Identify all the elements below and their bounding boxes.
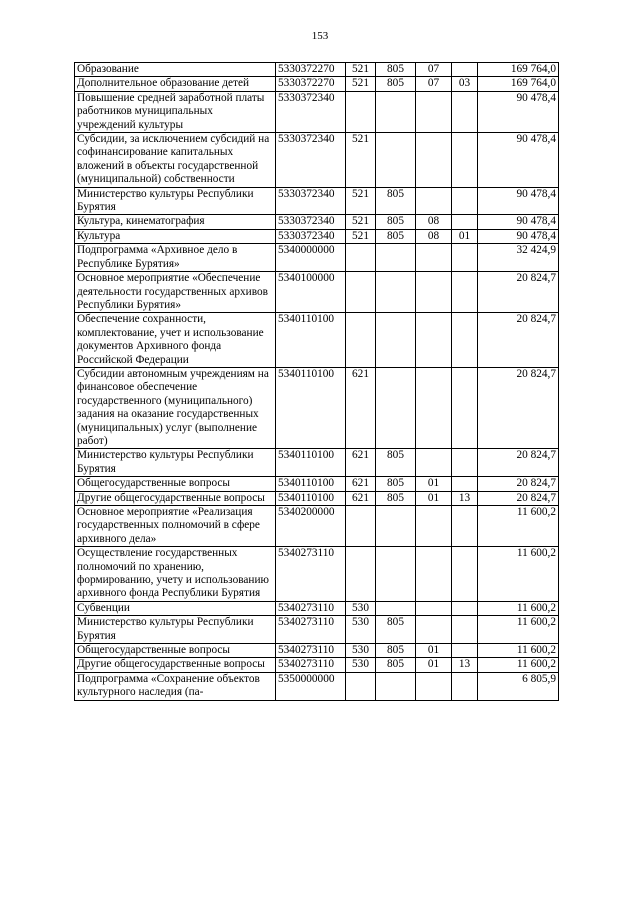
cell-subsection: 13 [452, 658, 478, 672]
table-row [75, 658, 559, 672]
cell-expense-type [346, 313, 376, 368]
cell-target-code: 5330372340 [276, 229, 346, 243]
cell-amount: 169 764,0 [478, 77, 559, 91]
cell-subsection [452, 63, 478, 77]
cell-section [416, 133, 452, 188]
table-row [75, 644, 559, 658]
cell-subsection [452, 672, 478, 700]
cell-subsection [452, 547, 478, 602]
cell-subsection [452, 91, 478, 132]
cell-ministry-code [376, 313, 416, 368]
table-row [75, 449, 559, 477]
table-row [75, 244, 559, 272]
cell-expense-type: 530 [346, 601, 376, 615]
cell-amount: 20 824,7 [478, 313, 559, 368]
cell-subsection [452, 187, 478, 215]
cell-subsection [452, 477, 478, 491]
cell-expense-type: 621 [346, 491, 376, 505]
cell-section [416, 244, 452, 272]
cell-amount: 90 478,4 [478, 215, 559, 229]
cell-name: Культура, кинематография [75, 215, 276, 229]
cell-target-code: 5340273110 [276, 601, 346, 615]
cell-subsection: 13 [452, 491, 478, 505]
cell-target-code: 5330372340 [276, 187, 346, 215]
cell-expense-type [346, 506, 376, 547]
table-row [75, 547, 559, 602]
cell-ministry-code: 805 [376, 187, 416, 215]
cell-section [416, 313, 452, 368]
cell-target-code: 5340273110 [276, 644, 346, 658]
cell-ministry-code: 805 [376, 491, 416, 505]
cell-section [416, 187, 452, 215]
cell-amount: 20 824,7 [478, 367, 559, 448]
cell-section: 07 [416, 63, 452, 77]
cell-expense-type [346, 244, 376, 272]
table-row [75, 63, 559, 77]
cell-amount: 6 805,9 [478, 672, 559, 700]
cell-name: Дополнительное образование детей [75, 77, 276, 91]
table-row [75, 672, 559, 700]
table-row [75, 506, 559, 547]
cell-subsection [452, 215, 478, 229]
cell-subsection [452, 367, 478, 448]
cell-target-code: 5330372340 [276, 133, 346, 188]
table-row [75, 133, 559, 188]
table-row [75, 477, 559, 491]
cell-name: Основное мероприятие «Реализация государственных полномочий в сфере архивного дела» [75, 506, 276, 547]
cell-name: Министерство культуры Республики Бурятия [75, 187, 276, 215]
cell-ministry-code [376, 133, 416, 188]
cell-name: Осуществление государственных полномочий по хранению, формированию, учету и использованию архивного фонда Республики Бурятия [75, 547, 276, 602]
cell-name: Подпрограмма «Архивное дело в Республике Бурятия» [75, 244, 276, 272]
table-row [75, 313, 559, 368]
cell-expense-type: 530 [346, 616, 376, 644]
cell-amount: 11 600,2 [478, 644, 559, 658]
cell-name: Подпрограмма «Сохранение объектов культурного наследия (па- [75, 672, 276, 700]
cell-expense-type: 521 [346, 133, 376, 188]
table-row [75, 229, 559, 243]
cell-amount: 11 600,2 [478, 601, 559, 615]
cell-expense-type: 521 [346, 77, 376, 91]
table-row [75, 77, 559, 91]
cell-target-code: 5330372340 [276, 91, 346, 132]
cell-subsection [452, 506, 478, 547]
cell-ministry-code [376, 506, 416, 547]
table-body [75, 63, 559, 701]
cell-amount: 90 478,4 [478, 229, 559, 243]
cell-name: Основное мероприятие «Обеспечение деятельности государственных архивов Республики Бурятия» [75, 272, 276, 313]
cell-target-code: 5340100000 [276, 272, 346, 313]
cell-name: Обеспечение сохранности, комплектование, учет и использование документов Архивного фонда Российской Федерации [75, 313, 276, 368]
cell-target-code: 5340110100 [276, 449, 346, 477]
cell-amount: 90 478,4 [478, 133, 559, 188]
cell-ministry-code [376, 547, 416, 602]
cell-section: 01 [416, 491, 452, 505]
page-number: 153 [311, 30, 329, 42]
table-row [75, 491, 559, 505]
cell-target-code: 5340273110 [276, 547, 346, 602]
cell-name: Культура [75, 229, 276, 243]
cell-expense-type: 521 [346, 229, 376, 243]
cell-expense-type: 530 [346, 658, 376, 672]
cell-subsection [452, 449, 478, 477]
cell-expense-type [346, 91, 376, 132]
cell-subsection: 03 [452, 77, 478, 91]
cell-section [416, 367, 452, 448]
cell-amount: 20 824,7 [478, 491, 559, 505]
cell-amount: 11 600,2 [478, 506, 559, 547]
cell-subsection [452, 616, 478, 644]
cell-target-code: 5340273110 [276, 658, 346, 672]
cell-name: Министерство культуры Республики Бурятия [75, 616, 276, 644]
cell-subsection [452, 601, 478, 615]
cell-ministry-code: 805 [376, 449, 416, 477]
cell-section: 08 [416, 229, 452, 243]
cell-ministry-code: 805 [376, 658, 416, 672]
cell-name: Общегосударственные вопросы [75, 477, 276, 491]
cell-ministry-code [376, 367, 416, 448]
cell-section [416, 547, 452, 602]
cell-ministry-code [376, 244, 416, 272]
cell-target-code: 5350000000 [276, 672, 346, 700]
cell-target-code: 5330372270 [276, 63, 346, 77]
cell-expense-type [346, 272, 376, 313]
cell-ministry-code [376, 91, 416, 132]
cell-section [416, 272, 452, 313]
table-row [75, 215, 559, 229]
cell-amount: 11 600,2 [478, 658, 559, 672]
cell-name: Образование [75, 63, 276, 77]
table-row [75, 367, 559, 448]
cell-section: 01 [416, 477, 452, 491]
cell-section [416, 91, 452, 132]
cell-target-code: 5340273110 [276, 616, 346, 644]
cell-ministry-code: 805 [376, 77, 416, 91]
cell-name: Субвенции [75, 601, 276, 615]
cell-name: Общегосударственные вопросы [75, 644, 276, 658]
cell-target-code: 5330372340 [276, 215, 346, 229]
cell-target-code: 5340110100 [276, 313, 346, 368]
cell-subsection [452, 313, 478, 368]
budget-table [74, 62, 559, 701]
cell-target-code: 5340110100 [276, 367, 346, 448]
cell-amount: 20 824,7 [478, 272, 559, 313]
cell-expense-type: 521 [346, 187, 376, 215]
cell-name: Субсидии, за исключением субсидий на софинансирование капитальных вложений в объекты государственной (муниципальной) собственности [75, 133, 276, 188]
cell-section [416, 616, 452, 644]
cell-section: 07 [416, 77, 452, 91]
cell-target-code: 5340110100 [276, 477, 346, 491]
table-row [75, 601, 559, 615]
cell-subsection: 01 [452, 229, 478, 243]
cell-expense-type: 521 [346, 215, 376, 229]
cell-expense-type [346, 547, 376, 602]
cell-ministry-code: 805 [376, 644, 416, 658]
cell-expense-type: 621 [346, 367, 376, 448]
table-row [75, 272, 559, 313]
table-row [75, 616, 559, 644]
cell-amount: 169 764,0 [478, 63, 559, 77]
cell-section: 08 [416, 215, 452, 229]
cell-target-code: 5340110100 [276, 491, 346, 505]
table-row [75, 187, 559, 215]
cell-target-code: 5340200000 [276, 506, 346, 547]
table-row [75, 91, 559, 132]
cell-ministry-code [376, 672, 416, 700]
cell-subsection [452, 644, 478, 658]
cell-target-code: 5340000000 [276, 244, 346, 272]
cell-expense-type: 530 [346, 644, 376, 658]
cell-amount: 11 600,2 [478, 616, 559, 644]
cell-expense-type [346, 672, 376, 700]
cell-expense-type: 621 [346, 477, 376, 491]
cell-amount: 90 478,4 [478, 187, 559, 215]
cell-name: Министерство культуры Республики Бурятия [75, 449, 276, 477]
cell-ministry-code [376, 601, 416, 615]
cell-section [416, 601, 452, 615]
cell-ministry-code: 805 [376, 215, 416, 229]
cell-section [416, 506, 452, 547]
cell-subsection [452, 244, 478, 272]
cell-ministry-code: 805 [376, 477, 416, 491]
cell-section [416, 449, 452, 477]
cell-expense-type: 621 [346, 449, 376, 477]
cell-ministry-code: 805 [376, 616, 416, 644]
cell-subsection [452, 272, 478, 313]
cell-amount: 20 824,7 [478, 449, 559, 477]
cell-expense-type: 521 [346, 63, 376, 77]
cell-ministry-code [376, 272, 416, 313]
cell-name: Другие общегосударственные вопросы [75, 658, 276, 672]
cell-amount: 32 424,9 [478, 244, 559, 272]
cell-subsection [452, 133, 478, 188]
cell-ministry-code: 805 [376, 63, 416, 77]
cell-ministry-code: 805 [376, 229, 416, 243]
cell-amount: 11 600,2 [478, 547, 559, 602]
cell-target-code: 5330372270 [276, 77, 346, 91]
cell-section [416, 672, 452, 700]
cell-name: Повышение средней заработной платы работников муниципальных учреждений культуры [75, 91, 276, 132]
cell-section: 01 [416, 644, 452, 658]
cell-name: Субсидии автономным учреждениям на финансовое обеспечение государственного (муниципального) задания на оказание государственных (муниципальных) услуг (выполнение работ) [75, 367, 276, 448]
cell-amount: 20 824,7 [478, 477, 559, 491]
cell-name: Другие общегосударственные вопросы [75, 491, 276, 505]
cell-section: 01 [416, 658, 452, 672]
cell-amount: 90 478,4 [478, 91, 559, 132]
